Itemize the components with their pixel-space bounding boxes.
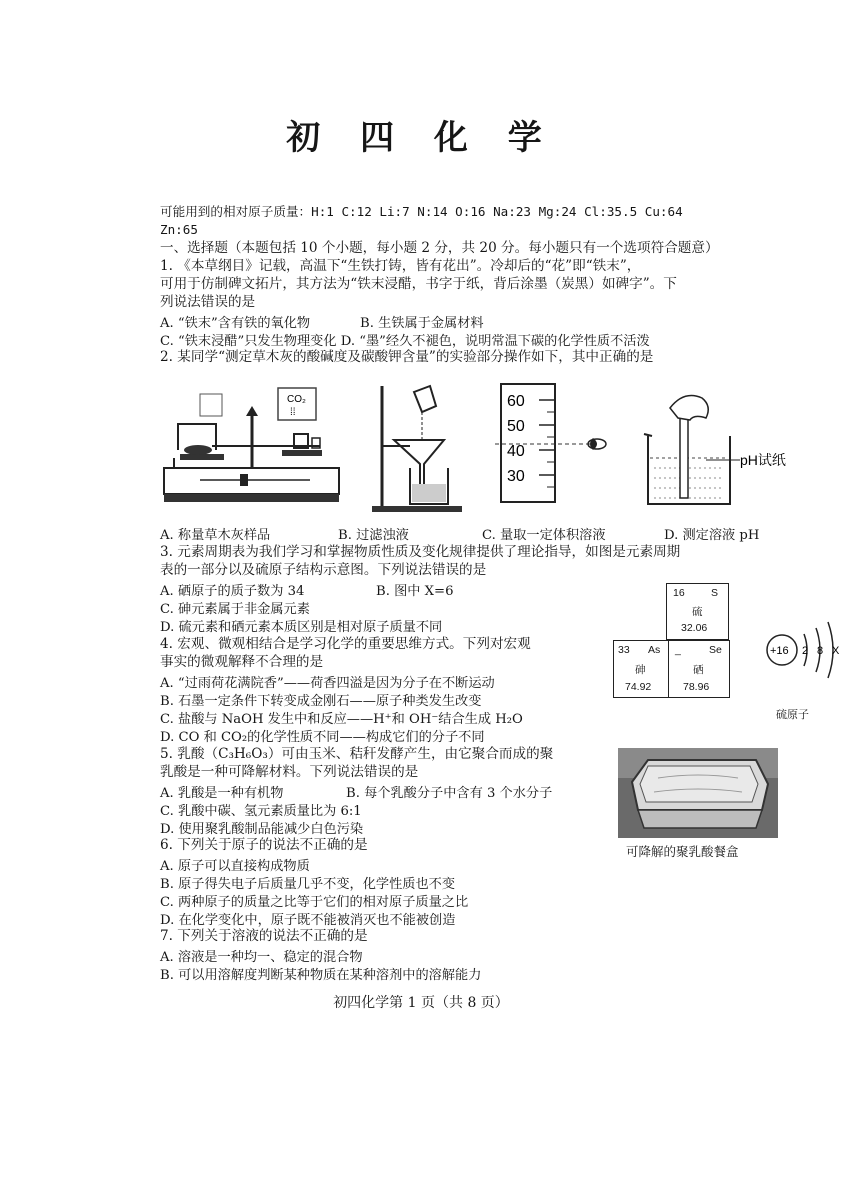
question-4-option-c: C. 盐酸与 NaOH 发生中和反应——H⁺和 OH⁻结合生成 H₂O: [160, 712, 523, 727]
question-2-stem: 2. 某同学“测定草木灰的酸碱度及碳酸钾含量”的实验部分操作如下，其中正确的是: [160, 349, 654, 365]
filtration-figure: [370, 376, 470, 516]
question-6-option-d: D. 在化学变化中，原子既不能被消灭也不能被创造: [160, 913, 456, 928]
food-box-photo: [618, 748, 778, 838]
sulfur-name: 硫: [692, 606, 703, 618]
selenium-name: 硒: [693, 664, 704, 676]
question-2-option-b: B. 过滤浊液: [338, 528, 409, 543]
arsenic-atomic-number: 33: [618, 644, 630, 656]
question-7-option-b: B. 可以用溶解度判断某种物质在某种溶剂中的溶解能力: [160, 968, 482, 983]
question-4-stem-line2: 事实的微观解释不合理的是: [160, 654, 324, 670]
question-7-option-a: A. 溶液是一种均一、稳定的混合物: [160, 950, 363, 965]
sulfur-atom-diagram: [760, 612, 842, 708]
food-box-caption: 可降解的聚乳酸餐盒: [626, 844, 739, 859]
question-5-stem-line2: 乳酸是一种可降解材料。下列说法错误的是: [160, 764, 419, 780]
question-3-option-d: D. 硫元素和硒元素本质区别是相对原子质量不同: [160, 620, 443, 635]
svg-text:⁞⁞: ⁞⁞: [290, 407, 296, 418]
sulfur-atomic-number: 16: [673, 587, 685, 599]
question-3-stem-line1: 3. 元素周期表为我们学习和掌握物质性质及变化规律提供了理论指导，如图是元素周期: [160, 544, 681, 560]
question-5-option-c: C. 乳酸中碳、氢元素质量比为 6:1: [160, 804, 362, 819]
question-6-stem: 6. 下列关于原子的说法不正确的是: [160, 837, 368, 853]
balance-figure: [160, 372, 350, 512]
question-3-option-b: B. 图中 X=6: [376, 584, 454, 599]
question-1-stem-line3: 列说法错误的是: [160, 294, 256, 310]
question-1-stem-line1: 1. 《本草纲目》记载，高温下“生铁打铸，皆有花出”。冷却后的“花”即“铁末”，: [160, 258, 641, 274]
cylinder-tick-60: 60: [507, 393, 525, 410]
shell-1-count: 2: [802, 645, 809, 657]
question-4-stem-line1: 4. 宏观、微观相结合是学习化学的重要思维方式。下列对宏观: [160, 636, 531, 652]
atomic-masses-line1: 可能用到的相对原子质量：H:1 C:12 Li:7 N:14 O:16 Na:23 Mg:24 Cl:35.5 Cu:64: [160, 204, 683, 219]
page-title: 初 四 化 学: [286, 118, 556, 158]
element-cell-selenium: [668, 640, 730, 698]
question-6-option-a: A. 原子可以直接构成物质: [160, 859, 310, 874]
question-2-option-a: A. 称量草木灰样品: [160, 528, 271, 543]
question-6-option-b: B. 原子得失电子后质量几乎不变，化学性质也不变: [160, 877, 456, 892]
selenium-symbol: Se: [709, 644, 722, 656]
element-cell-sulfur: [666, 583, 729, 640]
question-5-stem-line1: 5. 乳酸（C₃H₆O₃）可由玉米、秸秆发酵产生，由它聚合而成的聚: [160, 746, 554, 762]
question-1-stem-line2: 可用于仿制碑文拓片，其方法为“铁末浸醋，书字于纸，背后涂墨（炭黑）如碑字”。下: [160, 276, 677, 292]
cylinder-tick-30: 30: [507, 468, 525, 485]
nucleus-charge: +16: [770, 645, 789, 657]
question-2-option-c: C. 量取一定体积溶液: [482, 528, 606, 543]
question-4-option-b: B. 石墨一定条件下转变成金刚石——原子种类发生改变: [160, 694, 482, 709]
arsenic-name: 砷: [635, 664, 646, 676]
element-cell-arsenic: [613, 640, 669, 698]
sulfur-atom-caption: 硫原子: [776, 708, 809, 721]
question-1-option-a: A. “铁末”含有铁的氧化物: [160, 316, 311, 331]
section-heading: 一、选择题（本题包括 10 个小题，每小题 2 分，共 20 分。每小题只有一个选项符合题意）: [160, 240, 719, 256]
reagent-label: CO₂: [287, 394, 306, 405]
question-5-option-d: D. 使用聚乳酸制品能减少白色污染: [160, 822, 364, 837]
sulfur-symbol: S: [711, 587, 719, 599]
question-5-option-b: B. 每个乳酸分子中含有 3 个水分子: [346, 786, 553, 801]
question-6-option-c: C. 两种原子的质量之比等于它们的相对原子质量之比: [160, 895, 469, 910]
question-2-option-d: D. 测定溶液 pH: [664, 528, 760, 543]
arsenic-mass: 74.92: [625, 681, 652, 693]
question-4-option-a: A. “过雨荷花满院香”——荷香四溢是因为分子在不断运动: [160, 676, 495, 691]
question-7-stem: 7. 下列关于溶液的说法不正确的是: [160, 928, 368, 944]
cylinder-tick-40: 40: [507, 443, 525, 460]
question-4-option-d: D. CO 和 CO₂的化学性质不同——构成它们的分子不同: [160, 730, 485, 745]
ph-paper-label: pH试纸: [740, 452, 786, 468]
question-3-option-c: C. 砷元素属于非金属元素: [160, 602, 310, 617]
selenium-atomic-number: _: [675, 644, 681, 656]
atomic-masses-line2: Zn:65: [160, 222, 198, 237]
question-3-stem-line2: 表的一部分以及硫原子结构示意图。下列说法错误的是: [160, 562, 487, 578]
arsenic-symbol: As: [648, 644, 661, 656]
cylinder-tick-50: 50: [507, 418, 525, 435]
graduated-cylinder-figure: [495, 380, 615, 510]
question-1-option-b: B. 生铁属于金属材料: [360, 316, 484, 331]
page-footer: 初四化学第 1 页（共 8 页）: [333, 995, 509, 1011]
ph-test-figure: [640, 388, 790, 514]
question-1-option-cd: C. “铁末浸醋”只发生物理变化 D. “墨”经久不褪色，说明常温下碳的化学性质不活泼: [160, 334, 650, 349]
question-5-option-a: A. 乳酸是一种有机物: [160, 786, 284, 801]
shell-2-count: 8: [817, 645, 824, 657]
selenium-mass: 78.96: [683, 681, 710, 693]
shell-3-count: X: [832, 645, 840, 657]
question-3-option-a: A. 硒原子的质子数为 34: [160, 584, 305, 599]
sulfur-mass: 32.06: [681, 622, 708, 634]
